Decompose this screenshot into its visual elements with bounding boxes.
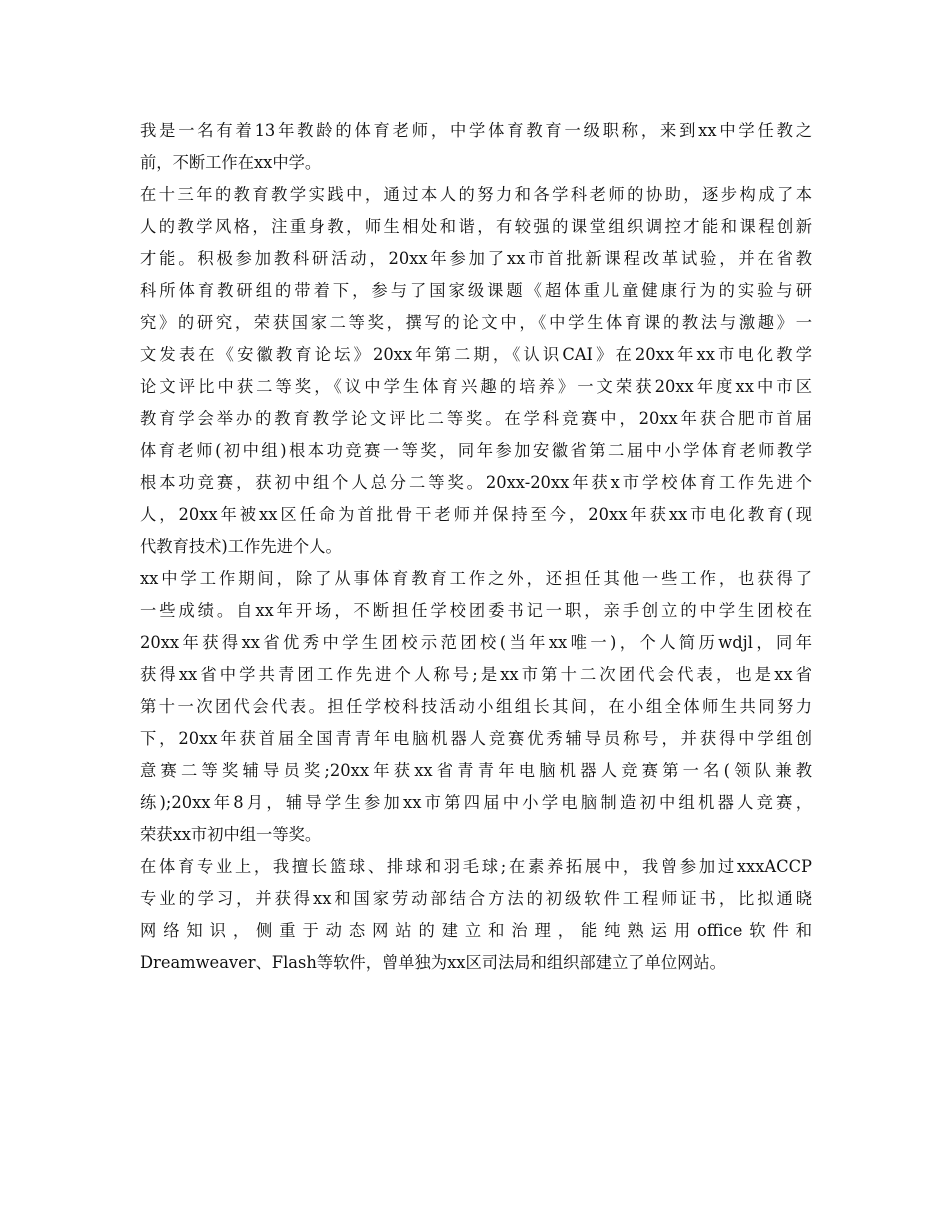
text-line: 我是一名有着13年教龄的体育老师，中学体育教育一级职称，来到xx中学任教之 xyxy=(140,121,812,140)
text-line: 教育学会举办的教育教学论文评比二等奖。在学科竞赛中，20xx年获合肥市首届 xyxy=(140,409,812,428)
text-line: 人，20xx年被xx区任命为首批骨干老师并保持至今，20xx年获xx市电化教育(现 xyxy=(140,505,812,524)
text-line: 网络知识，侧重于动态网站的建立和治理，能纯熟运用office软件和 xyxy=(140,921,812,940)
paragraph-specialty xyxy=(140,851,812,979)
text-line: xx中学工作期间，除了从事体育教育工作之外，还担任其他一些工作，也获得了 xyxy=(140,569,812,588)
text-line: 文发表在《安徽教育论坛》20xx年第二期，《认识CAI》在20xx年xx市电化教学 xyxy=(140,345,812,364)
paragraph-intro xyxy=(140,115,812,179)
text-line: Dreamweaver、Flash等软件，曾单独为xx区司法局和组织部建立了单位网站。 xyxy=(140,953,726,972)
paragraph-school-work xyxy=(140,563,812,851)
text-line: 练);20xx年8月，辅导学生参加xx市第四届中小学电脑制造初中组机器人竞赛， xyxy=(140,793,812,812)
text-line: 科所体育教研组的带着下，参与了国家级课题《超体重儿童健康行为的实验与研 xyxy=(140,281,812,300)
text-line: 20xx年获得xx省优秀中学生团校示范团校(当年xx唯一)，个人简历wdjl，同年 xyxy=(140,633,812,652)
text-line: 人的教学风格，注重身教，师生相处和谐，有较强的课堂组织调控才能和课程创新 xyxy=(140,217,812,236)
text-line: 一些成绩。自xx年开场，不断担任学校团委书记一职，亲手创立的中学生团校在 xyxy=(140,601,812,620)
text-line: 第十一次团代会代表。担任学校科技活动小组组长其间，在小组全体师生共同努力 xyxy=(140,697,812,716)
text-line: 论文评比中获二等奖，《议中学生体育兴趣的培养》一文荣获20xx年度xx中市区 xyxy=(140,377,812,396)
text-line: 荣获xx市初中组一等奖。 xyxy=(140,825,322,844)
text-line: 在十三年的教育教学实践中，通过本人的努力和各学科老师的协助，逐步构成了本 xyxy=(140,185,812,204)
text-line: 下，20xx年获首届全国青青年电脑机器人竞赛优秀辅导员称号，并获得中学组创 xyxy=(140,729,812,748)
text-line: 获得xx省中学共青团工作先进个人称号;是xx市第十二次团代会代表，也是xx省 xyxy=(140,665,812,684)
text-line: 究》的研究，荣获国家二等奖，撰写的论文中，《中学生体育课的教法与激趣》一 xyxy=(140,313,812,332)
text-line: 在体育专业上，我擅长篮球、排球和羽毛球;在素养拓展中，我曾参加过xxxACCP xyxy=(140,857,812,876)
paragraph-teaching-practice xyxy=(140,179,812,563)
text-line: 代教育技术)工作先进个人。 xyxy=(140,537,342,556)
text-line: 专业的学习，并获得xx和国家劳动部结合方法的初级软件工程师证书，比拟通晓 xyxy=(140,889,812,908)
text-line: 根本功竞赛，获初中组个人总分二等奖。20xx-20xx年获x市学校体育工作先进个 xyxy=(140,473,812,492)
text-line: 前，不断工作在xx中学。 xyxy=(140,153,322,172)
document-page xyxy=(140,115,812,979)
text-line: 才能。积极参加教科研活动，20xx年参加了xx市首批新课程改革试验，并在省教 xyxy=(140,249,812,268)
text-line: 意赛二等奖辅导员奖;20xx年获xx省青青年电脑机器人竞赛第一名(领队兼教 xyxy=(140,761,812,780)
text-line: 体育老师(初中组)根本功竞赛一等奖，同年参加安徽省第二届中小学体育老师教学 xyxy=(140,441,812,460)
